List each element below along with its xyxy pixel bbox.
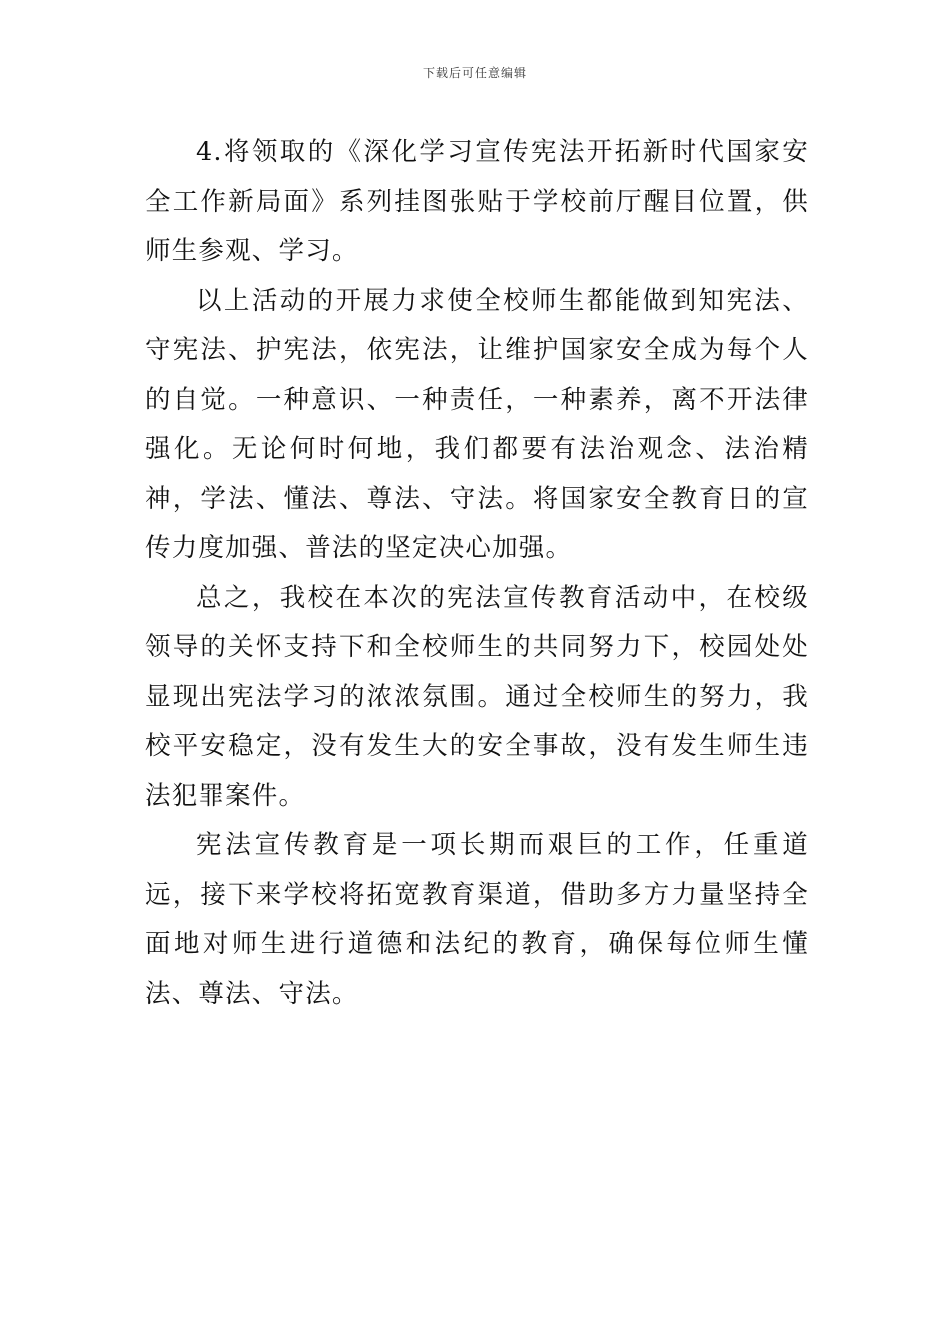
page-header: 下载后可任意编辑 bbox=[422, 66, 527, 80]
document-body bbox=[145, 128, 809, 1019]
paragraph-future-plan: 宪法宣传教育是一项长期而艰巨的工作，任重道远，接下来学校将拓宽教育渠道，借助多方力量坚持全面地对师生进行道德和法纪的教育，确保每位师生懂法、尊法、守法。 bbox=[145, 830, 809, 1009]
paragraph-summary: 总之，我校在本次的宪法宣传教育活动中，在校级领导的关怀支持下和全校师生的共同努力下，校园处处显现出宪法学习的浓浓氛围。通过全校师生的努力，我校平安稳定，没有发生大的安全事故，没有发生师生违法犯罪案件。 bbox=[145, 582, 809, 811]
paragraph-poster-display: 4.将领取的《深化学习宣传宪法开拓新时代国家安全工作新局面》系列挂图张贴于学校前厅醒目位置，供师生参观、学习。 bbox=[145, 137, 809, 266]
paragraph-activity-goals: 以上活动的开展力求使全校师生都能做到知宪法、守宪法、护宪法，依宪法，让维护国家安全成为每个人的自觉。一种意识、一种责任，一种素养，离不开法律强化。无论何时何地，我们都要有法治观念、法治精神，学法、懂法、尊法、守法。将国家安全教育日的宣传力度加强、普法的坚定决心加强。 bbox=[145, 285, 809, 563]
